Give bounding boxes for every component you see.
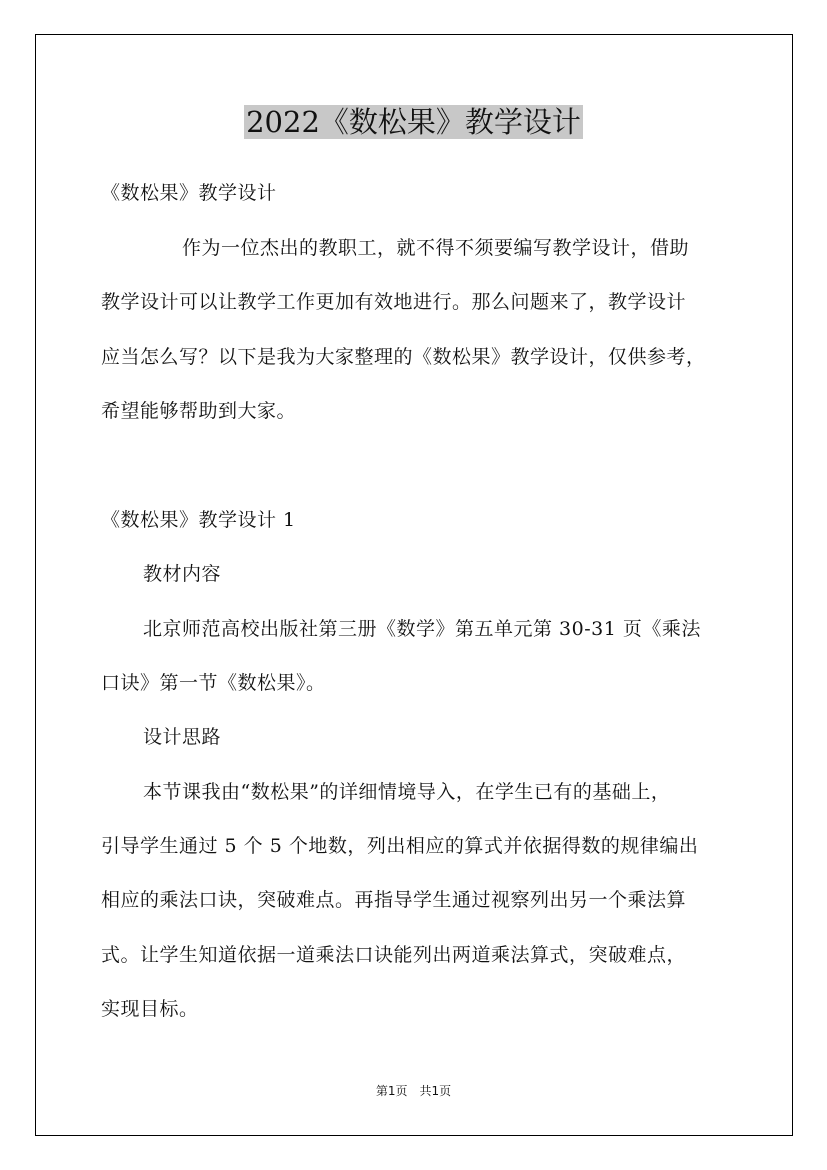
body-paragraph-line: 本节课我由“数松果”的详细情境导入，在学生已有的基础上， — [143, 781, 671, 803]
body-paragraph-line: 北京师范高校出版社第三册《数学》第五单元第 30-31 页《乘法 — [143, 618, 701, 640]
subsection-heading: 教材内容 — [143, 563, 222, 585]
intro-paragraph-line: 作为一位杰出的教职工，就不得不须要编写教学设计，借助 — [182, 237, 690, 259]
intro-paragraph-line: 希望能够帮助到大家。 — [101, 400, 297, 422]
section-heading: 《数松果》教学设计 — [101, 182, 277, 204]
subsection-heading: 设计思路 — [143, 726, 222, 748]
body-paragraph-line: 引导学生通过 5 个 5 个地数，列出相应的算式并依据得数的规律编出 — [101, 835, 699, 857]
body-paragraph-line: 口诀》第一节《数松果》。 — [101, 672, 326, 694]
body-paragraph-line: 式。让学生知道依据一道乘法口诀能列出两道乘法算式，突破难点， — [101, 944, 687, 966]
intro-paragraph-line: 教学设计可以让教学工作更加有效地进行。那么问题来了，教学设计 — [101, 291, 687, 313]
document-title-text: 2022《数松果》教学设计 — [246, 105, 581, 139]
document-title — [0, 103, 827, 141]
body-paragraph-line: 实现目标。 — [101, 998, 199, 1020]
body-paragraph-line: 相应的乘法口诀，突破难点。再指导学生通过视察列出另一个乘法算 — [101, 889, 687, 911]
section-heading: 《数松果》教学设计 1 — [101, 509, 296, 531]
page-number: 第1页 共1页 — [375, 1084, 452, 1098]
intro-paragraph-line: 应当怎么写？以下是我为大家整理的《数松果》教学设计，仅供参考， — [101, 346, 706, 368]
